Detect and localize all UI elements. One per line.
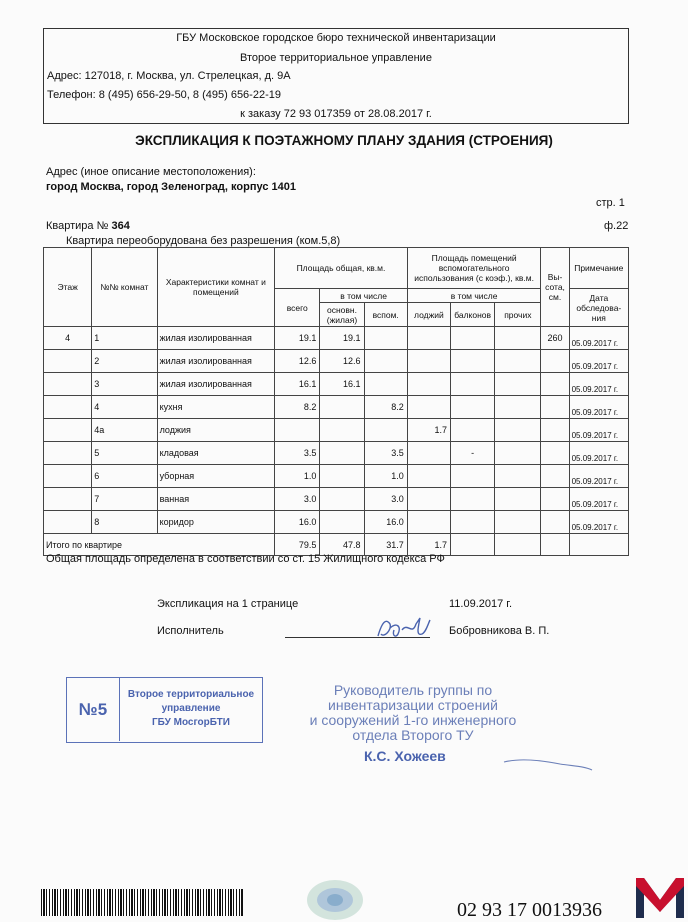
- org-phone: Телефон: 8 (495) 656-29-50, 8 (495) 656-22-19: [47, 89, 281, 101]
- cell-date: 05.09.2017 г.: [569, 396, 628, 419]
- table-row: [44, 442, 629, 465]
- cell-room: 7: [92, 488, 157, 511]
- cell-loggia: [407, 327, 450, 350]
- cell-total: 3.0: [275, 488, 320, 511]
- executor-name: Бобровникова В. П.: [449, 625, 550, 637]
- cell-loggia: [407, 396, 450, 419]
- header-box: [43, 28, 629, 124]
- cell-room: 1: [92, 327, 157, 350]
- cell-height: [541, 465, 569, 488]
- cell-other: [495, 488, 541, 511]
- table-row: [44, 350, 629, 373]
- cell-char: ванная: [157, 488, 275, 511]
- cell-main: [320, 442, 364, 465]
- total-loggia: 1.7: [407, 534, 450, 556]
- cell-aux: 1.0: [364, 465, 407, 488]
- cell-balcony: [451, 350, 495, 373]
- cell-loggia: 1.7: [407, 419, 450, 442]
- total-empty-cell: [541, 534, 569, 556]
- cell-room: 3: [92, 373, 157, 396]
- cell-balcony: [451, 465, 495, 488]
- cell-balcony: [451, 488, 495, 511]
- head-stamp-line-3: и сооружений 1-го инженерного: [309, 712, 517, 728]
- cell-loggia: [407, 511, 450, 534]
- cell-floor: [44, 396, 92, 419]
- cell-aux: 3.0: [364, 488, 407, 511]
- table-row: [44, 465, 629, 488]
- col-note: Примечание: [569, 248, 628, 289]
- pages-text: Экспликация на 1 странице: [157, 598, 299, 610]
- apartment-number: 364: [111, 220, 130, 232]
- cell-other: [495, 396, 541, 419]
- serial-number: 02 93 17 0013936: [457, 899, 602, 921]
- cell-date: 05.09.2017 г.: [569, 327, 628, 350]
- cell-total: 12.6: [275, 350, 320, 373]
- cell-total: 1.0: [275, 465, 320, 488]
- cell-char: кладовая: [157, 442, 275, 465]
- cell-aux: [364, 327, 407, 350]
- cell-other: [495, 350, 541, 373]
- page-number: стр. 1: [596, 197, 625, 209]
- cell-room: 5: [92, 442, 157, 465]
- total-empty-cell: [495, 534, 541, 556]
- cell-char: жилая изолированная: [157, 327, 275, 350]
- col-floor: Этаж: [44, 248, 92, 327]
- cell-main: 19.1: [320, 327, 364, 350]
- table-row: [44, 396, 629, 419]
- head-stamp-line-1: Руководитель группы по: [333, 682, 493, 698]
- cell-balcony: [451, 327, 495, 350]
- security-seal-icon: [303, 874, 367, 920]
- cell-room: 4а: [92, 419, 157, 442]
- cell-total: 3.5: [275, 442, 320, 465]
- cell-other: [495, 327, 541, 350]
- cell-floor: [44, 419, 92, 442]
- stamp-line-1: Второе территориальное: [127, 689, 255, 700]
- barcode: [41, 889, 243, 916]
- cell-main: 12.6: [320, 350, 364, 373]
- cell-char: лоджия: [157, 419, 275, 442]
- cell-main: [320, 511, 364, 534]
- department: Второе территориальное управление: [240, 52, 432, 64]
- document-title: ЭКСПЛИКАЦИЯ К ПОЭТАЖНОМУ ПЛАНУ ЗДАНИЯ (СТРОЕНИЯ): [135, 133, 553, 148]
- table-row: [44, 488, 629, 511]
- total-aux: 31.7: [364, 534, 407, 556]
- col-aux-area-group: Площадь помещений вспомогательного использования (с коэф.), кв.м.: [407, 248, 541, 289]
- cell-loggia: [407, 350, 450, 373]
- cell-date: 05.09.2017 г.: [569, 350, 628, 373]
- cell-height: [541, 442, 569, 465]
- total-main: 47.8: [320, 534, 364, 556]
- cell-loggia: [407, 442, 450, 465]
- col-total: всего: [275, 289, 320, 327]
- cell-main: [320, 488, 364, 511]
- cell-height: [541, 419, 569, 442]
- footnote: Общая площадь определена в соответствии со ст. 15 Жилищного кодекса РФ: [46, 553, 445, 565]
- executor-signature: [372, 614, 434, 644]
- stamp-text: [121, 688, 261, 730]
- total-empty-cell: [569, 534, 628, 556]
- cell-floor: [44, 350, 92, 373]
- cell-room: 6: [92, 465, 157, 488]
- cell-balcony: [451, 373, 495, 396]
- redevelopment-note: Квартира переоборудована без разрешения (ком.5,8): [66, 235, 341, 247]
- table-row: [44, 511, 629, 534]
- cell-other: [495, 442, 541, 465]
- address-value: город Москва, город Зеленоград, корпус 1401: [46, 181, 296, 193]
- cell-aux: [364, 350, 407, 373]
- cell-other: [495, 511, 541, 534]
- total-label: Итого по квартире: [44, 534, 275, 556]
- total-empty-cell: [451, 534, 495, 556]
- apartment-label: [46, 220, 130, 232]
- col-other: прочих: [495, 303, 541, 327]
- cell-floor: [44, 511, 92, 534]
- col-characteristics: Характеристики комнат и помещений: [157, 248, 275, 327]
- table-row: [44, 327, 629, 350]
- cell-aux: [364, 419, 407, 442]
- org-address: Адрес: 127018, г. Москва, ул. Стрелецкая, д. 9А: [47, 70, 291, 82]
- cell-height: [541, 488, 569, 511]
- cell-total: 19.1: [275, 327, 320, 350]
- explication-table: [43, 247, 629, 556]
- cell-char: жилая изолированная: [157, 373, 275, 396]
- cell-main: [320, 396, 364, 419]
- stamp-number: №5: [67, 678, 120, 741]
- cell-floor: [44, 442, 92, 465]
- address-label: Адрес (иное описание местоположения):: [46, 166, 256, 178]
- mosgorbti-logo-icon: [634, 872, 686, 920]
- cell-aux: 16.0: [364, 511, 407, 534]
- col-loggia: лоджий: [407, 303, 450, 327]
- cell-date: 05.09.2017 г.: [569, 465, 628, 488]
- cell-main: [320, 419, 364, 442]
- cell-height: [541, 396, 569, 419]
- col-date: Дата обследова-ния: [569, 289, 628, 327]
- cell-room: 4: [92, 396, 157, 419]
- cell-floor: 4: [44, 327, 92, 350]
- table-row: [44, 419, 629, 442]
- col-balcony: балконов: [451, 303, 495, 327]
- apartment-prefix: Квартира №: [46, 220, 109, 232]
- cell-height: [541, 511, 569, 534]
- cell-floor: [44, 488, 92, 511]
- table-row: [44, 373, 629, 396]
- cell-other: [495, 419, 541, 442]
- cell-height: [541, 373, 569, 396]
- head-stamp-line-2: инвентаризации строений: [328, 697, 498, 713]
- cell-loggia: [407, 465, 450, 488]
- cell-aux: 8.2: [364, 396, 407, 419]
- cell-loggia: [407, 488, 450, 511]
- col-main: основн. (жилая): [320, 303, 364, 327]
- col-height: Вы-сота, см.: [541, 248, 569, 327]
- cell-date: 05.09.2017 г.: [569, 442, 628, 465]
- total-total: 79.5: [275, 534, 320, 556]
- cell-floor: [44, 465, 92, 488]
- executor-label: Исполнитель: [157, 625, 224, 637]
- cell-date: 05.09.2017 г.: [569, 488, 628, 511]
- cell-other: [495, 373, 541, 396]
- cell-total: 8.2: [275, 396, 320, 419]
- cell-char: уборная: [157, 465, 275, 488]
- cell-floor: [44, 373, 92, 396]
- cell-char: коридор: [157, 511, 275, 534]
- cell-balcony: [451, 396, 495, 419]
- stamp-line-2: управление: [161, 703, 221, 714]
- cell-balcony: [451, 419, 495, 442]
- cell-total: [275, 419, 320, 442]
- stamp-line-3: ГБУ МосгорБТИ: [152, 717, 230, 728]
- org-name: ГБУ Московское городское бюро технической инвентаризации: [176, 32, 496, 44]
- cell-loggia: [407, 373, 450, 396]
- office-stamp: [66, 677, 263, 743]
- head-stamp-line-4: отдела Второго ТУ: [352, 727, 474, 743]
- col-total-area-group: Площадь общая, кв.м.: [275, 248, 408, 289]
- order-ref: к заказу 72 93 017359 от 28.08.2017 г.: [240, 108, 432, 120]
- cell-aux: [364, 373, 407, 396]
- cell-other: [495, 465, 541, 488]
- cell-char: жилая изолированная: [157, 350, 275, 373]
- cell-date: 05.09.2017 г.: [569, 373, 628, 396]
- date-text: 11.09.2017 г.: [449, 598, 513, 610]
- cell-height: [541, 350, 569, 373]
- cell-main: [320, 465, 364, 488]
- form-code: ф.22: [604, 220, 629, 232]
- cell-date: 05.09.2017 г.: [569, 419, 628, 442]
- cell-date: 05.09.2017 г.: [569, 511, 628, 534]
- cell-room: 8: [92, 511, 157, 534]
- cell-room: 2: [92, 350, 157, 373]
- cell-balcony: [451, 511, 495, 534]
- head-name: К.С. Хожеев: [364, 748, 446, 764]
- cell-char: кухня: [157, 396, 275, 419]
- cell-main: 16.1: [320, 373, 364, 396]
- col-incl: в том числе: [320, 289, 407, 303]
- col-rooms: №№ комнат: [92, 248, 157, 327]
- cell-total: 16.0: [275, 511, 320, 534]
- cell-balcony: -: [451, 442, 495, 465]
- col-incl2: в том числе: [407, 289, 541, 303]
- cell-aux: 3.5: [364, 442, 407, 465]
- head-stamp: [288, 683, 538, 743]
- cell-height: 260: [541, 327, 569, 350]
- col-aux: вспом.: [364, 303, 407, 327]
- cell-total: 16.1: [275, 373, 320, 396]
- head-signature: [500, 750, 595, 774]
